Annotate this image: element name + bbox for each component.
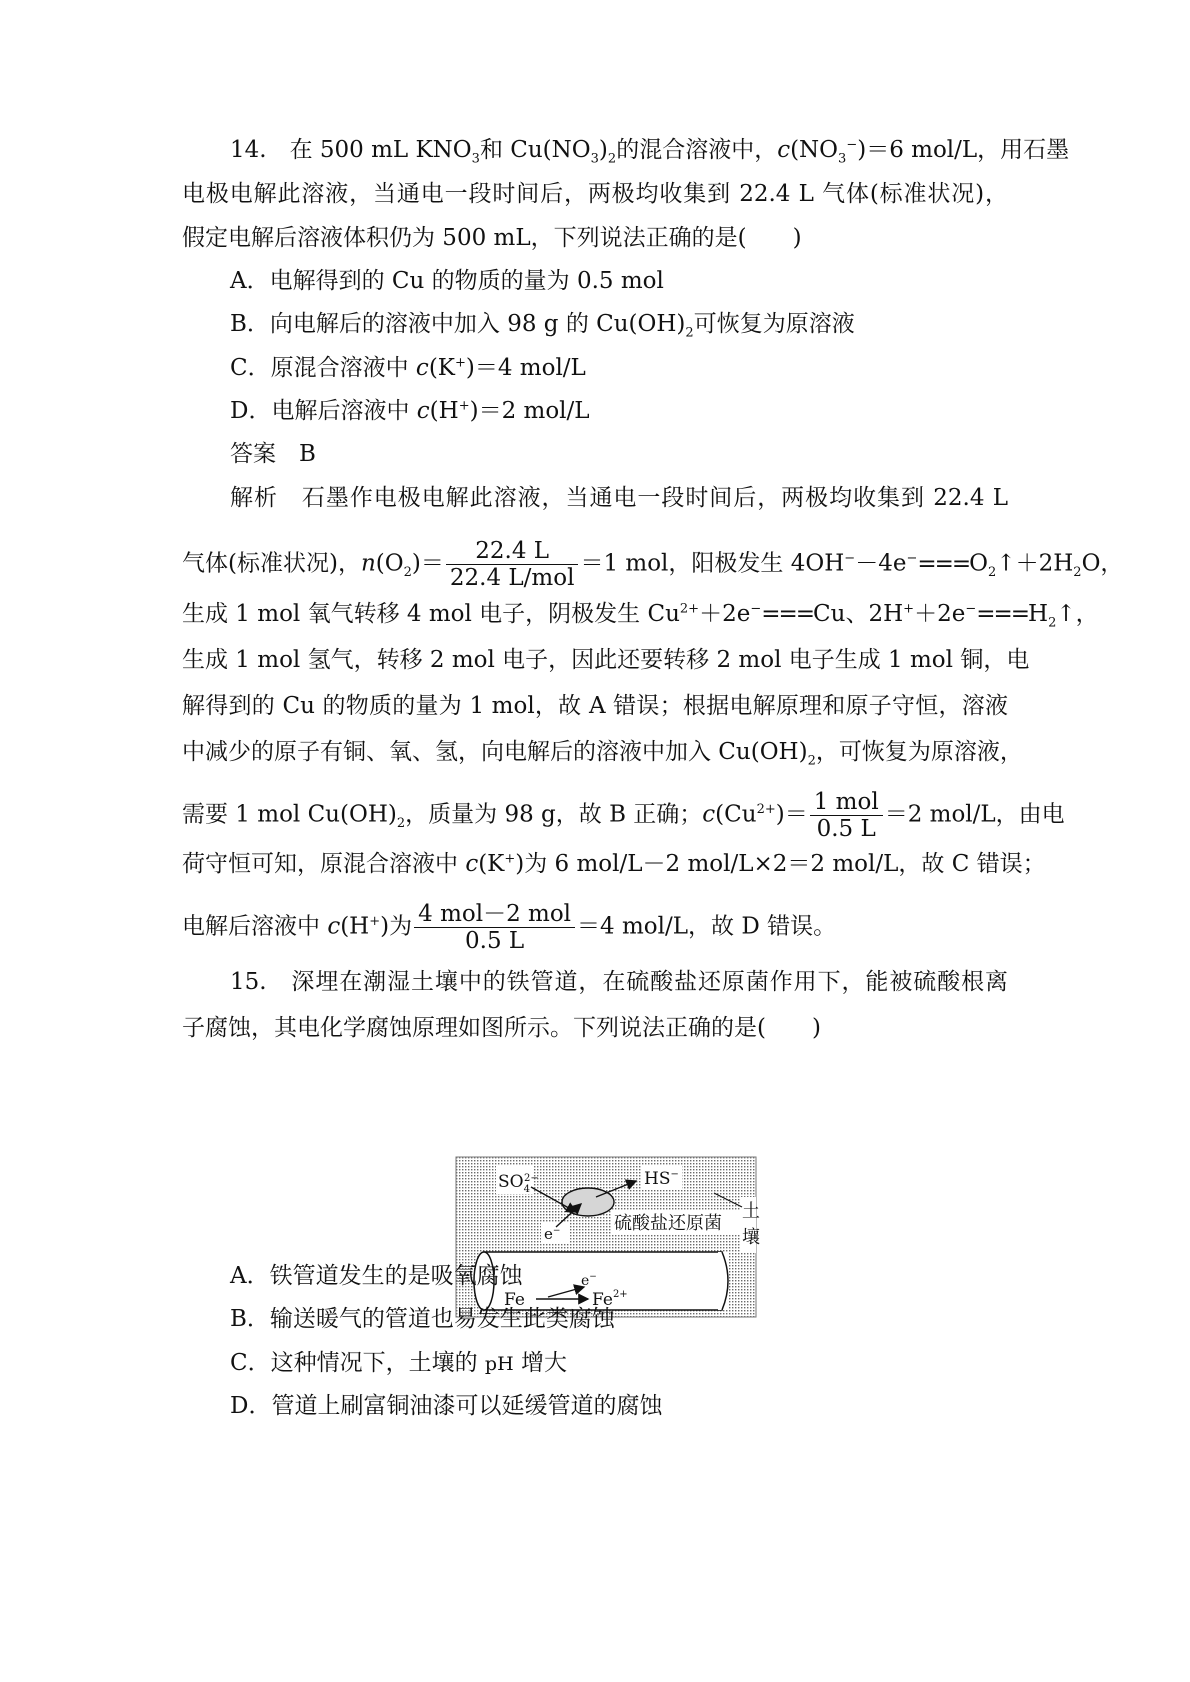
bacteria-label: 硫酸盐还原菌 [614, 1213, 722, 1234]
q14-analysis-line-8: 荷守恒可知，原混合溶液中 c(K+)为 6 mol/L－2 mol/L×2＝2 mol/L，故 C 错误； [182, 851, 1046, 877]
electron-label-top: e− [544, 1225, 561, 1243]
q14-option-b: B．向电解后的溶液中加入 98 g 的 $Cu(OH)_2$可恢复为原溶液 [230, 311, 855, 341]
q14-analysis-line-4: 生成 1 mol 氢气，转移 2 mol 电子，因此还要转移 2 mol 电子生成 1 mol 铜，电 [182, 647, 1030, 673]
q14-analysis-line-2: 气体(标准状况)，$n(O_2)=$ $\frac{22.4 L}{\text{22.4 L/mol}}$ ＝1 mol，阳极发生 $4OH^--4e^-===O_2↑+2H_2O$， [182, 538, 1124, 591]
fraction-h-concentration: $\frac{\text{4 mol－2 mol}}{0.5 L}$ [414, 901, 575, 954]
q15-option-a: A．铁管道发生的是吸氧腐蚀 [230, 1263, 523, 1289]
hs-label: HS− [644, 1169, 679, 1189]
q14-stem-line-2: 电极电解此溶液，当通电一段时间后，两极均收集到 22.4 L 气体(标准状况)， [182, 181, 1008, 207]
q14-option-c: C．原混合溶液中 c(K+)＝4 mol/L [230, 355, 586, 381]
q14-analysis-line-5: 解得到的 Cu 的物质的量为 1 mol，故 A 错误；根据电解原理和原子守恒，溶液 [182, 693, 1008, 719]
q14-stem-line-1: 14. 在 500 mL $KNO_3$和 $Cu(NO_3)_2$的混合溶液中，$c(NO_3^-)=6$ mol/L，用石墨 [230, 137, 1070, 167]
q15-option-c: C．这种情况下，土壤的 pH 增大 [230, 1350, 567, 1376]
q14-answer: 答案 B [230, 441, 316, 467]
fe-label: Fe [504, 1290, 525, 1310]
fraction-cu-concentration: $\frac{\text{1 mol}}{0.5 L}$ [810, 789, 883, 842]
soil-label-1: 土 [742, 1201, 760, 1222]
q14-analysis-line-7: 需要 1 mol $Cu(OH)_2$，质量为 98 g，故 B 正确；$c(Cu^{2+})=$ $\frac{\text{1 mol}}{0.5 L}$ ＝2 mol/L，由电 [182, 789, 1065, 842]
q14-option-a: A．电解得到的 Cu 的物质的量为 0.5 mol [230, 268, 664, 294]
q15-stem-line-1: 15. 深埋在潮湿土壤中的铁管道，在硫酸盐还原菌作用下，能被硫酸根离 [230, 969, 1008, 995]
q14-option-d: D．电解后溶液中 c(H+)＝2 mol/L [230, 398, 590, 424]
electron-label-pipe: e− [581, 1272, 597, 1289]
q14-stem-line-3: 假定电解后溶液体积仍为 500 mL，下列说法正确的是( ) [182, 225, 802, 251]
soil-label-2: 壤 [742, 1227, 760, 1248]
corrosion-diagram [456, 1157, 760, 1317]
corrosion-diagram-svg [456, 1157, 760, 1317]
q15-stem-line-2: 子腐蚀，其电化学腐蚀原理如图所示。下列说法正确的是( ) [182, 1015, 821, 1041]
fraction-o2-moles: $\frac{22.4 L}{\text{22.4 L/mol}}$ [446, 538, 579, 591]
q14-analysis-line-9: 电解后溶液中 c(H+)为 $\frac{\text{4 mol－2 mol}}{0.5 L}$ ＝4 mol/L，故 D 错误。 [182, 901, 837, 954]
q14-analysis-line-6: 中减少的原子有铜、氧、氢，向电解后的溶液中加入 $Cu(OH)_2$，可恢复为原溶液， [182, 739, 1023, 769]
q14-analysis-line-3: 生成 1 mol 氧气转移 4 mol 电子，阴极发生 $Cu^{2+}+2e^-===Cu$、$2H^++2e^-===H_2↑$， [182, 601, 1099, 631]
q14-analysis-line-1: 解析 石墨作电极电解此溶液，当通电一段时间后，两极均收集到 22.4 L [230, 485, 1008, 511]
so4-label: $SO_42-$ [498, 1172, 539, 1195]
fe2-label: $Fe^{2+}$ [592, 1289, 628, 1310]
q15-option-b: B．输送暖气的管道也易发生此类腐蚀 [230, 1306, 615, 1332]
q15-option-d: D．管道上刷富铜油漆可以延缓管道的腐蚀 [230, 1393, 663, 1419]
